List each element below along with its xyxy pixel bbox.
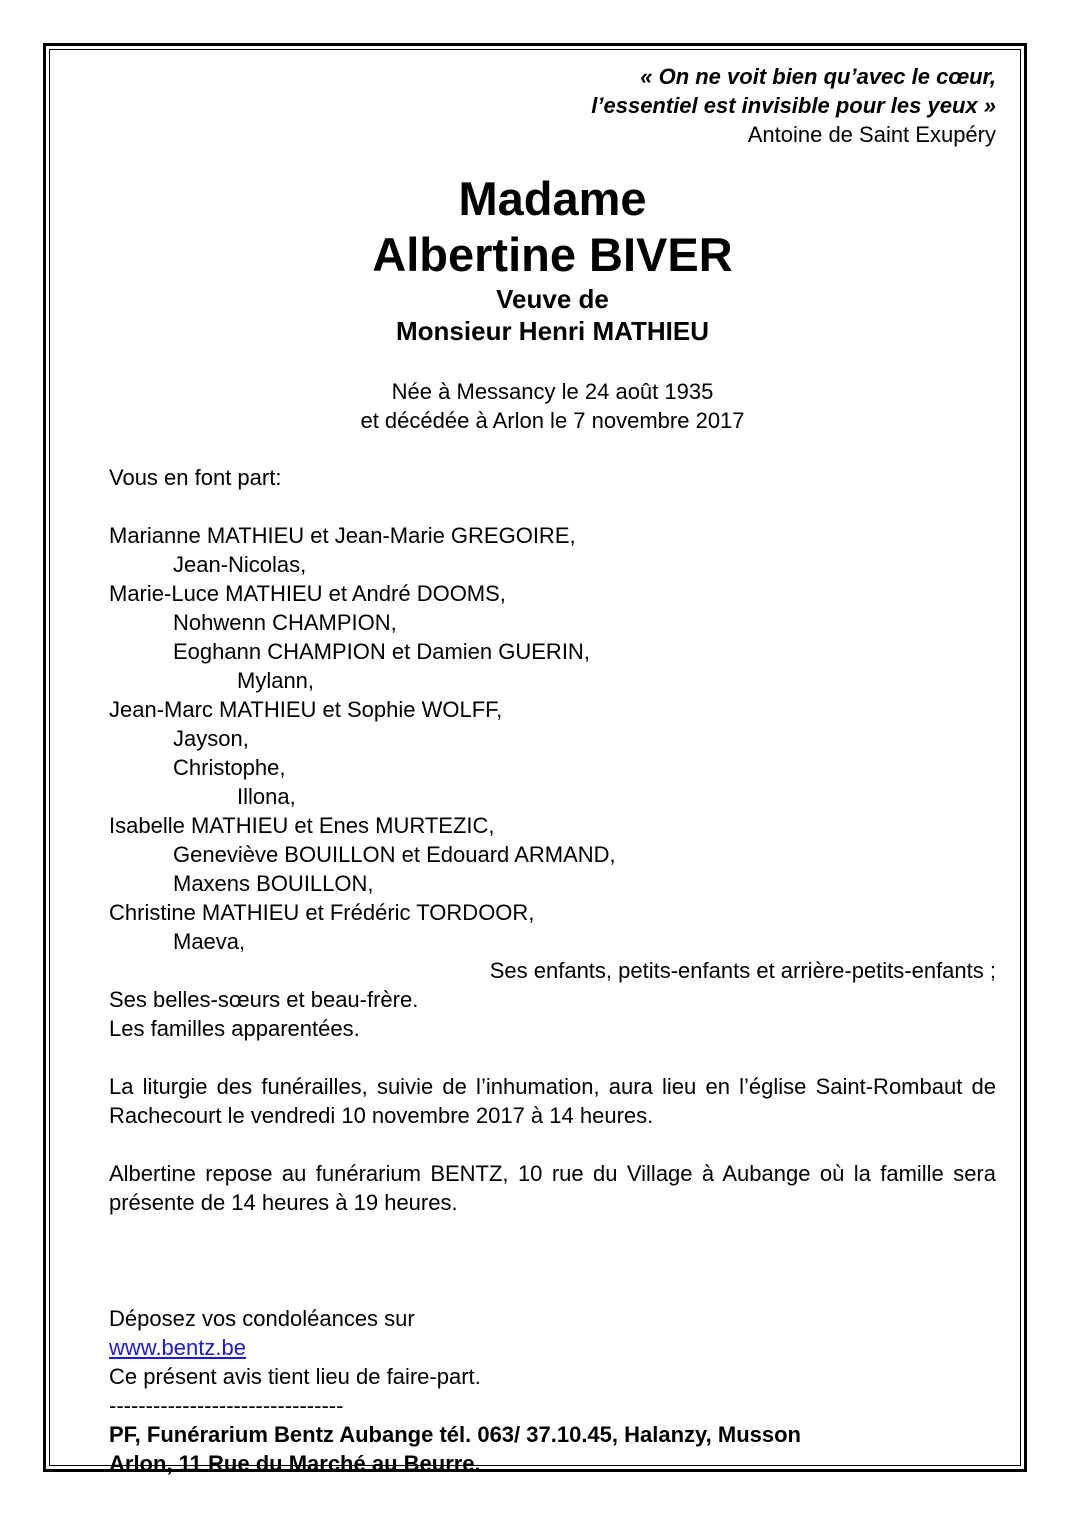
quote-author: Antoine de Saint Exupéry bbox=[747, 122, 996, 147]
family-member: Christophe, bbox=[173, 755, 286, 780]
family-list bbox=[109, 521, 996, 1043]
birth-line: Née à Messancy le 24 août 1935 bbox=[391, 379, 714, 404]
family-member: Nohwenn CHAMPION, bbox=[173, 610, 397, 635]
family-member: Maeva, bbox=[173, 929, 246, 954]
in-laws-line: Ses belles-sœurs et beau-frère. bbox=[109, 987, 419, 1012]
family-member: Maxens BOUILLON, bbox=[173, 871, 374, 896]
notice-line: Ce présent avis tient lieu de faire-part. bbox=[109, 1364, 481, 1389]
family-member: Marie-Luce MATHIEU et André DOOMS, bbox=[109, 581, 506, 606]
funeral-details: La liturgie des funérailles, suivie de l’inhumation, aura lieu en l’église Saint-Rombaut de Rachecourt le vendredi 10 novembre 2017 à 14 heures. bbox=[109, 1074, 996, 1128]
deceased-name: Albertine BIVER bbox=[372, 228, 733, 281]
announcement-intro: Vous en font part: bbox=[109, 465, 282, 490]
family-member: Jean-Nicolas, bbox=[173, 552, 307, 577]
widow-of-label: Veuve de bbox=[496, 284, 609, 314]
repose-details: Albertine repose au funérarium BENTZ, 10 rue du Village à Aubange où la famille sera présente de 14 heures à 19 heures. bbox=[109, 1161, 996, 1215]
condolences-prefix: Déposez vos condoléances sur bbox=[109, 1306, 415, 1331]
deceased-title bbox=[109, 171, 996, 347]
family-member: Geneviève BOUILLON et Edouard ARMAND, bbox=[173, 842, 616, 867]
obituary-content bbox=[109, 62, 996, 1478]
family-member: Marianne MATHIEU et Jean-Marie GREGOIRE, bbox=[109, 523, 576, 548]
death-line: et décédée à Arlon le 7 novembre 2017 bbox=[360, 408, 745, 433]
relatives-line: Les familles apparentées. bbox=[109, 1016, 360, 1041]
funeral-home-footer bbox=[109, 1420, 996, 1478]
salutation: Madame bbox=[458, 172, 647, 225]
family-member: Jayson, bbox=[173, 726, 249, 751]
family-member: Eoghann CHAMPION et Damien GUERIN, bbox=[173, 639, 590, 664]
spouse-name: Monsieur Henri MATHIEU bbox=[396, 316, 709, 346]
epigraph bbox=[109, 62, 996, 149]
life-dates bbox=[109, 377, 996, 435]
condolences-block bbox=[109, 1304, 996, 1420]
separator-line: -------------------------------- bbox=[109, 1393, 344, 1418]
family-member: Mylann, bbox=[237, 668, 315, 693]
family-member: Illona, bbox=[237, 784, 296, 809]
family-member: Christine MATHIEU et Frédéric TORDOOR, bbox=[109, 900, 535, 925]
family-member: Isabelle MATHIEU et Enes MURTEZIC, bbox=[109, 813, 495, 838]
quote-line-1: « On ne voit bien qu’avec le cœur, bbox=[640, 64, 996, 89]
family-member: Jean-Marc MATHIEU et Sophie WOLFF, bbox=[109, 697, 503, 722]
condolences-link[interactable]: www.bentz.be bbox=[109, 1335, 246, 1360]
condolences-line bbox=[109, 1304, 996, 1362]
family-summary: Ses enfants, petits-enfants et arrière-petits-enfants ; bbox=[489, 958, 996, 983]
quote-line-2: l’essentiel est invisible pour les yeux » bbox=[591, 93, 996, 118]
footer-line-1: PF, Funérarium Bentz Aubange tél. 063/ 37.10.45, Halanzy, Musson bbox=[109, 1422, 801, 1447]
footer-line-2: Arlon, 11 Rue du Marché au Beurre. bbox=[109, 1451, 481, 1476]
